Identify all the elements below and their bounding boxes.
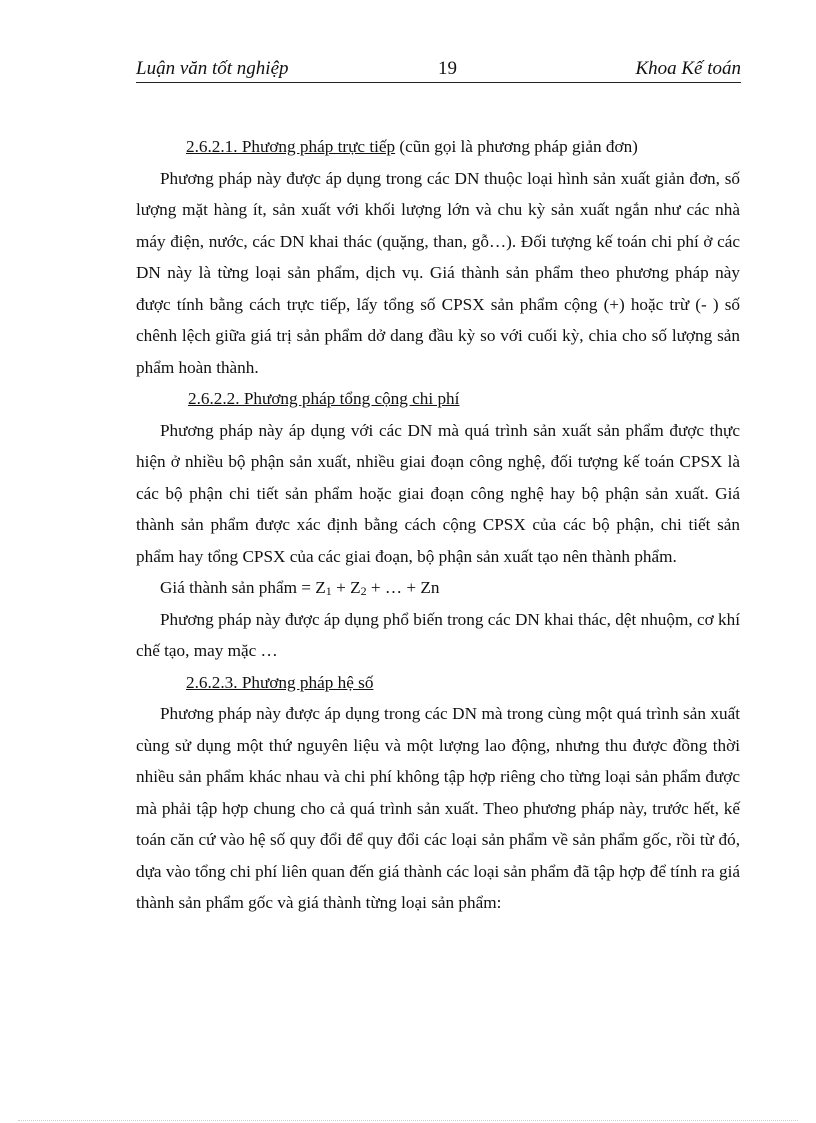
formula-sub-1: 1 [325, 584, 332, 598]
header-department: Khoa Kế toán [635, 58, 741, 79]
header-page-number: 19 [438, 58, 457, 79]
section-heading-2-6-2-1-note: (cũn gọi là phương pháp giản đơn) [395, 137, 638, 156]
page-body [136, 131, 740, 919]
section-heading-2-6-2-1-title: 2.6.2.1. Phương pháp trực tiếp [186, 137, 396, 156]
cost-formula [136, 572, 740, 604]
section-heading-2-6-2-2-title: 2.6.2.2. Phương pháp tổng cộng chi phí [188, 389, 460, 408]
formula-mid: + Z [331, 578, 361, 597]
section-heading-2-6-2-1 [136, 131, 740, 163]
formula-sub-2: 2 [360, 584, 367, 598]
section-heading-2-6-2-3 [136, 667, 740, 699]
footer-divider [18, 1120, 798, 1121]
formula-suffix: + … + Zn [366, 578, 440, 597]
page-header [136, 58, 741, 83]
section-heading-2-6-2-3-title: 2.6.2.3. Phương pháp hệ số [186, 672, 374, 692]
paragraph-total-cost-usage: Phương pháp này được áp dụng phổ biến trong các DN khai thác, dệt nhuộm, cơ khí chế tạo, may mặc … [136, 609, 740, 660]
header-thesis-title: Luận văn tốt nghiệp [136, 58, 289, 79]
section-heading-2-6-2-2 [136, 383, 740, 415]
paragraph-coefficient-method: Phương pháp này được áp dụng trong các DN mà trong cùng một quá trình sản xuất cùng sử dụng một thứ nguyên liệu và một lượng lao động, nhưng thu được đồng thời nhiều sản phẩm khác nhau và chi phí không tập hợp riêng cho từng loại sản phẩm được mà phải tập hợp chung cho cả quá trình sản xuất. Theo phương pháp này, trước hết, kế toán căn cứ vào hệ số quy đổi để quy đổi các loại sản phẩm về sản phẩm gốc, rồi từ đó, dựa vào tổng chi phí liên quan đến giá thành các loại sản phẩm đã tập hợp để tính ra giá thành sản phẩm gốc và giá thành từng loại sản phẩm: [136, 704, 740, 912]
formula-prefix: Giá thành sản phẩm = Z [160, 578, 326, 597]
paragraph-direct-method: Phương pháp này được áp dụng trong các DN thuộc loại hình sản xuất giản đơn, số lượng mặt hàng ít, sản xuất với khối lượng lớn và chu kỳ sản xuất ngắn như các nhà máy điện, nước, các DN khai thác (quặng, than, gỗ…). Đối tượng kế toán chi phí ở các DN này là từng loại sản phẩm, dịch vụ. Giá thành sản phẩm theo phương pháp này được tính bằng cách trực tiếp, lấy tổng số CPSX sản phẩm cộng (+) hoặc trừ (- ) số chênh lệch giữa giá trị sản phẩm dở dang đầu kỳ so với cuối kỳ, chia cho số lượng sản phẩm hoàn thành. [136, 168, 740, 377]
paragraph-total-cost-method: Phương pháp này áp dụng với các DN mà quá trình sản xuất sản phẩm được thực hiện ở nhiều bộ phận sản xuất, nhiều giai đoạn công nghệ, đối tượng kế toán CPSX là các bộ phận chi tiết sản phẩm hoặc giai đoạn công nghệ hay bộ phận sản xuất. Giá thành sản phẩm được xác định bằng cách cộng CPSX của các bộ phận, chi tiết sản phẩm hay tổng CPSX của các giai đoạn, bộ phận sản xuất tạo nên thành phẩm. [136, 420, 740, 566]
